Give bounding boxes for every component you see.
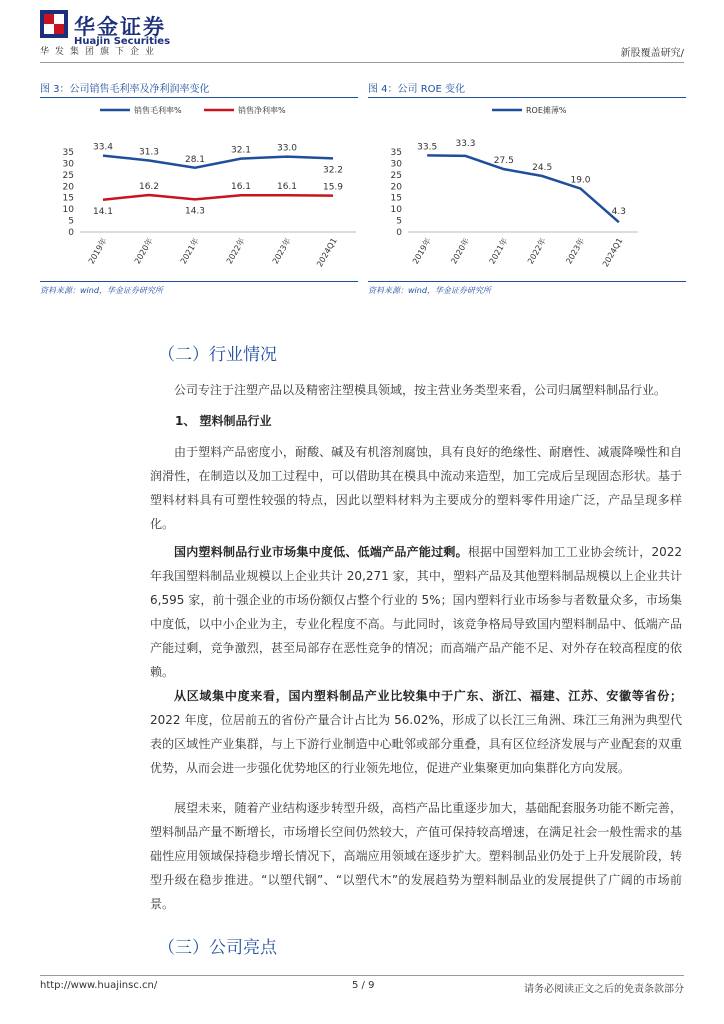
y-tick-label: 5: [396, 216, 402, 227]
series-line: [103, 195, 333, 200]
section-heading-industry: （二）行业情况: [158, 345, 277, 365]
paragraph-plastic-properties: 由于塑料产品密度小，耐酸、碱及有机溶剂腐蚀，具有良好的绝缘性、耐磨性、减震降噪性和自润滑性，在制造以及加工过程中，可以借助其在模具中流动来造型，加工完成后呈现固态形状。基于塑料材料具有可塑性较强的特点，因此以塑料材料为主要成分的塑料零件用途广泛，产品呈现多样化。: [150, 445, 682, 531]
data-label: 4.3: [611, 207, 626, 218]
data-label: 33.3: [455, 138, 476, 149]
y-tick-label: 0: [68, 228, 74, 238]
y-tick-label: 25: [62, 170, 74, 181]
x-tick-label: 2020年: [449, 236, 472, 266]
paragraph-market-concentration: [150, 540, 682, 684]
data-label: 24.5: [532, 163, 553, 173]
brand-name-en: Huajin Securities: [74, 36, 171, 47]
y-tick-label: 35: [390, 148, 402, 158]
legend-label: 销售毛利率%: [134, 106, 182, 115]
x-tick-label: 2024Q1: [600, 236, 625, 269]
data-label: 32.1: [230, 145, 252, 156]
data-label: 16.2: [138, 181, 160, 192]
y-tick-label: 30: [62, 159, 74, 170]
subsection-heading: 1、 塑料制品行业: [175, 414, 272, 428]
series-line: [427, 155, 619, 222]
data-label: 33.5: [417, 142, 438, 153]
data-label: 14.1: [92, 206, 114, 217]
x-tick-label: 2023年: [564, 236, 587, 266]
data-label: 16.1: [230, 182, 252, 193]
figure-title: 图 3：公司销售毛利率及净利润率变化: [40, 84, 210, 95]
intro-paragraph: 公司专注于注塑产品以及精密注塑模具领域，按主营业务类型来看，公司归属塑料制品行业。: [174, 383, 667, 397]
x-tick-label: 2022年: [224, 236, 247, 266]
y-tick-label: 20: [62, 182, 74, 193]
y-tick-label: 30: [390, 159, 402, 170]
y-tick-label: 15: [62, 193, 74, 204]
section-heading-highlights: （三）公司亮点: [158, 938, 277, 958]
header-divider: [40, 62, 684, 63]
footer-disclaimer: 请务必阅读正文之后的免责条款部分: [524, 984, 684, 995]
figure-margin-chart: [40, 80, 358, 295]
paragraph-body: 根据中国塑料加工工业协会统计，2022 年我国塑料制品业规模以上企业共计 20,271 家，其中，塑料产品及其他塑料制品规模以上企业共计 6,595 家，前十强企业的市场份额仅占整个行业的 5%；国内塑料行业市场参与者数量众多，市场集中度低，以中小企业为主，专业化程度不高。与此同时，该竞争格局导致国内塑料制品中、低端产品产能过剩，竞争激烈，甚至局部存在恶性竞争的情况；而高端产品产能不足、对外存在较高程度的依赖。: [150, 545, 682, 679]
data-label: 14.3: [184, 206, 206, 217]
data-label: 28.1: [184, 154, 206, 165]
footer-url[interactable]: http://www.huajinsc.cn/: [40, 980, 158, 991]
roe-line-chart: [368, 104, 684, 276]
figure-source: 资料来源：wind，华金证券研究所: [40, 286, 163, 295]
figure-source-rule: [40, 281, 358, 282]
legend-label: ROE摊薄%: [526, 106, 567, 115]
x-tick-label: 2021年: [487, 236, 510, 266]
figure-title-rule: [368, 97, 686, 98]
report-type: 新股覆盖研究/: [620, 48, 684, 59]
footer-divider: [40, 975, 684, 976]
bold-lead: 国内塑料制品行业市场集中度低、低端产品产能过剩。: [174, 545, 468, 559]
y-tick-label: 0: [396, 228, 402, 238]
data-label: 32.2: [322, 165, 344, 176]
legend-label: 销售净利率%: [238, 106, 286, 115]
data-label: 31.3: [138, 147, 160, 158]
x-tick-label: 2020年: [132, 236, 155, 266]
figure-title: 图 4：公司 ROE 变化: [368, 84, 466, 95]
y-tick-label: 20: [390, 182, 402, 193]
figure-source: 资料来源：wind，华金证券研究所: [368, 286, 491, 295]
margin-line-chart: [40, 104, 358, 276]
y-tick-label: 10: [62, 205, 74, 216]
data-label: 33.0: [276, 143, 298, 154]
figure-roe-chart: [368, 80, 686, 295]
figure-source-rule: [368, 281, 686, 282]
brand-name-cn: 华金证券: [74, 15, 166, 39]
series-line: [103, 156, 333, 168]
page-number: 5 / 9: [352, 980, 375, 991]
paragraph-regional: [150, 684, 682, 780]
y-tick-label: 10: [390, 205, 402, 216]
y-tick-label: 5: [68, 216, 74, 227]
x-tick-label: 2021年: [178, 236, 201, 266]
y-tick-label: 25: [390, 170, 402, 181]
y-tick-label: 35: [62, 148, 74, 158]
bold-lead: 从区域集中度来看，国内塑料制品产业比较集中于广东、浙江、福建、江苏、安徽等省份；: [174, 689, 682, 703]
logo-icon: [40, 10, 68, 38]
group-tagline: 华发集团旗下企业: [40, 47, 161, 57]
data-label: 27.5: [493, 156, 514, 167]
figure-title-rule: [40, 97, 358, 98]
x-tick-label: 2023年: [270, 236, 293, 266]
paragraph-outlook: 展望未来，随着产业结构逐步转型升级，高档产品比重逐步加大，基础配套服务功能不断完善，塑料制品产量不断增长，市场增长空间仍然较大，产值可保持较高增速，在满足社会一般性需求的基础性应用领域保持稳步增长情况下，高端应用领域在逐步扩大。塑料制品业仍处于上升发展阶段，转型升级在稳步推进。“以塑代钢”、“以塑代木”的发展趋势为塑料制品业的发展提供了广阔的市场前景。: [150, 801, 682, 911]
x-tick-label: 2024Q1: [315, 236, 339, 269]
y-tick-label: 15: [390, 193, 402, 204]
x-tick-label: 2019年: [86, 236, 109, 266]
x-tick-label: 2022年: [525, 236, 548, 266]
paragraph-body: 2022 年度，位居前五的省份产量合计占比为 56.02%，形成了以长江三角洲、珠江三角洲为典型代表的区域性产业集群，与上下游行业制造中心毗邻或部分重叠，具有区位经济发展与产业配套的双重优势，从而会进一步强化优势地区的行业领先地位，促进产业集聚更加向集群化方向发展。: [150, 713, 682, 775]
data-label: 19.0: [570, 175, 591, 186]
data-label: 33.4: [92, 142, 114, 153]
data-label: 16.1: [276, 182, 298, 193]
data-label: 15.9: [322, 182, 344, 193]
x-tick-label: 2019年: [410, 236, 433, 266]
